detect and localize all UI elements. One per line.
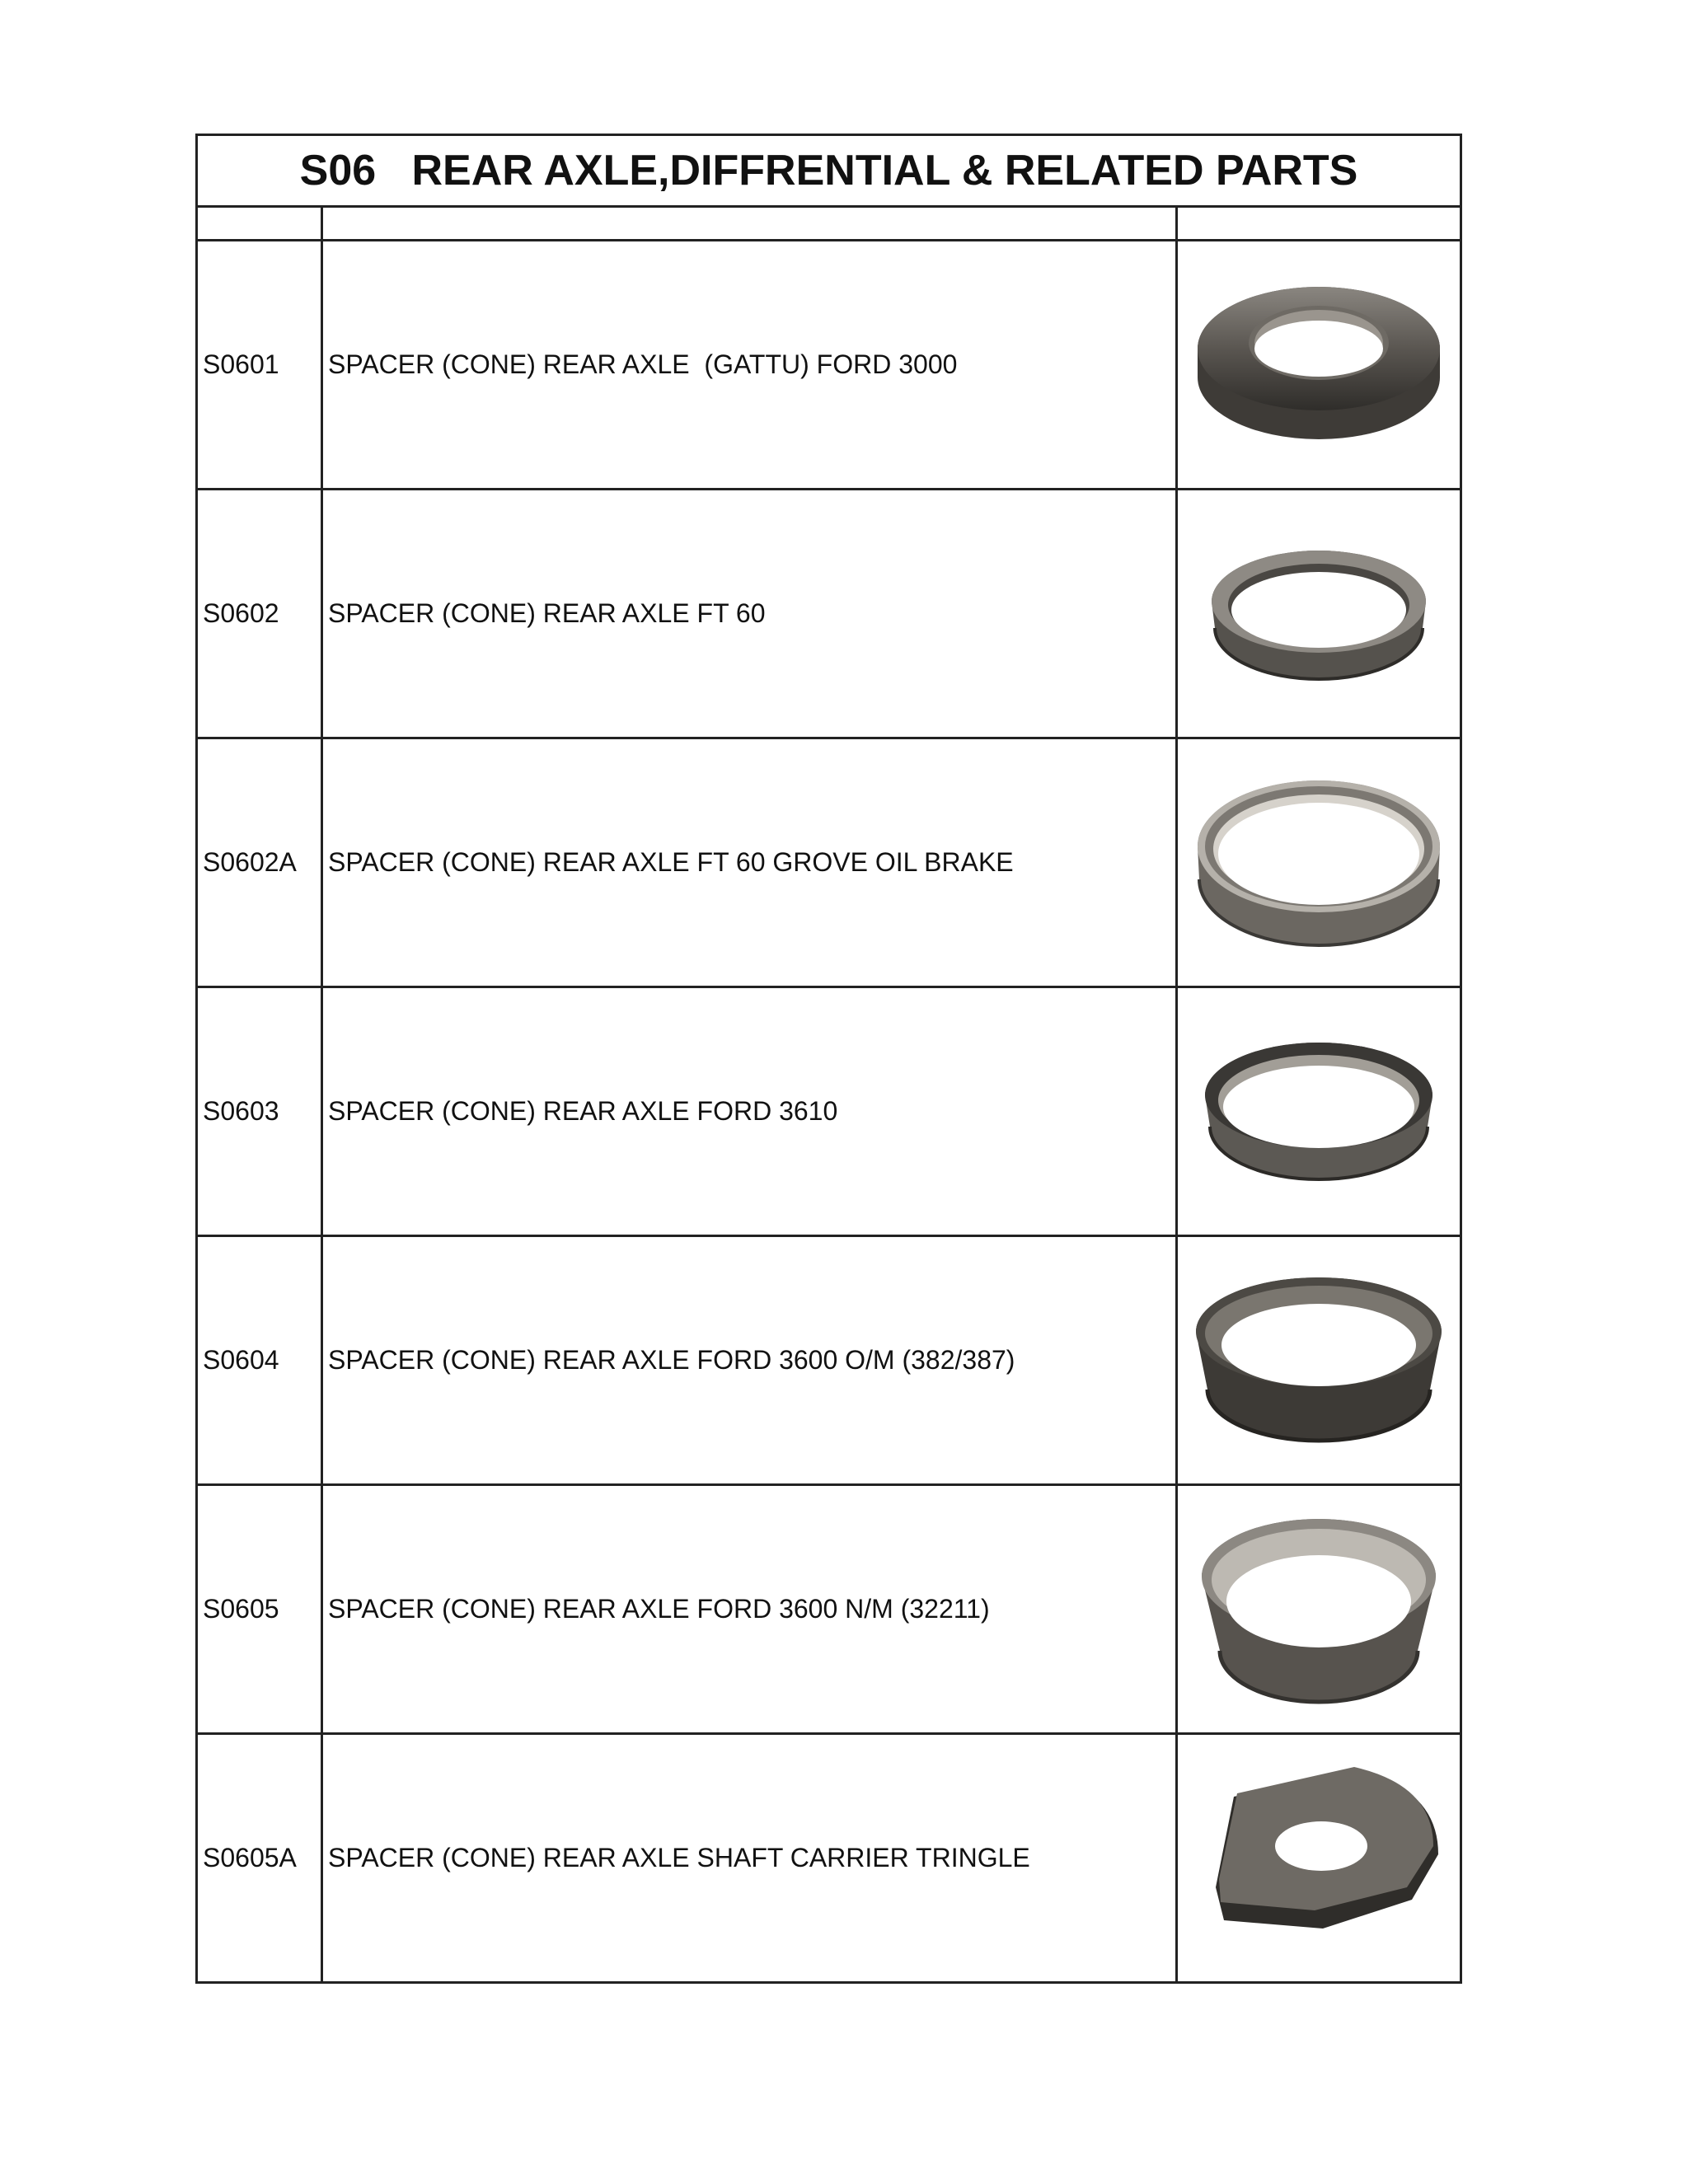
cone-spacer-icon bbox=[1195, 1511, 1442, 1708]
empty-cell bbox=[1177, 207, 1461, 241]
part-description: SPACER (CONE) REAR AXLE FT 60 bbox=[322, 490, 1177, 738]
empty-header-row bbox=[197, 207, 1461, 241]
section-title: S06 REAR AXLE,DIFFRENTIAL & RELATED PARTS bbox=[197, 135, 1461, 207]
spacer-ring-icon bbox=[1195, 536, 1442, 692]
part-code: S0605 bbox=[197, 1485, 322, 1734]
cone-spacer-icon bbox=[1191, 1266, 1447, 1455]
part-image bbox=[1177, 987, 1461, 1236]
part-description: SPACER (CONE) REAR AXLE FORD 3610 bbox=[322, 987, 1177, 1236]
part-image bbox=[1177, 738, 1461, 987]
table-row bbox=[197, 1734, 1461, 1983]
triangular-spacer-plate-icon bbox=[1191, 1764, 1447, 1953]
part-code: S0603 bbox=[197, 987, 322, 1236]
parts-table bbox=[195, 134, 1462, 1984]
table-row bbox=[197, 1236, 1461, 1485]
spacer-ring-icon bbox=[1195, 1029, 1442, 1194]
part-image bbox=[1177, 490, 1461, 738]
part-code: S0602A bbox=[197, 738, 322, 987]
table-row bbox=[197, 987, 1461, 1236]
part-description: SPACER (CONE) REAR AXLE SHAFT CARRIER TRINGLE bbox=[322, 1734, 1177, 1983]
thick-spacer-ring-icon bbox=[1191, 270, 1447, 460]
part-description: SPACER (CONE) REAR AXLE FT 60 GROVE OIL BRAKE bbox=[322, 738, 1177, 987]
grooved-spacer-ring-icon bbox=[1191, 768, 1447, 958]
table-row bbox=[197, 738, 1461, 987]
part-image bbox=[1177, 1236, 1461, 1485]
part-image bbox=[1177, 1734, 1461, 1983]
part-description: SPACER (CONE) REAR AXLE (GATTU) FORD 3000 bbox=[322, 241, 1177, 490]
empty-cell bbox=[197, 207, 322, 241]
table-row bbox=[197, 490, 1461, 738]
part-image bbox=[1177, 1485, 1461, 1734]
part-code: S0605A bbox=[197, 1734, 322, 1983]
part-description: SPACER (CONE) REAR AXLE FORD 3600 O/M (382/387) bbox=[322, 1236, 1177, 1485]
empty-cell bbox=[322, 207, 1177, 241]
table-row bbox=[197, 1485, 1461, 1734]
part-description: SPACER (CONE) REAR AXLE FORD 3600 N/M (32211) bbox=[322, 1485, 1177, 1734]
part-code: S0601 bbox=[197, 241, 322, 490]
part-image bbox=[1177, 241, 1461, 490]
table-row bbox=[197, 241, 1461, 490]
part-code: S0602 bbox=[197, 490, 322, 738]
title-row bbox=[197, 135, 1461, 207]
part-code: S0604 bbox=[197, 1236, 322, 1485]
